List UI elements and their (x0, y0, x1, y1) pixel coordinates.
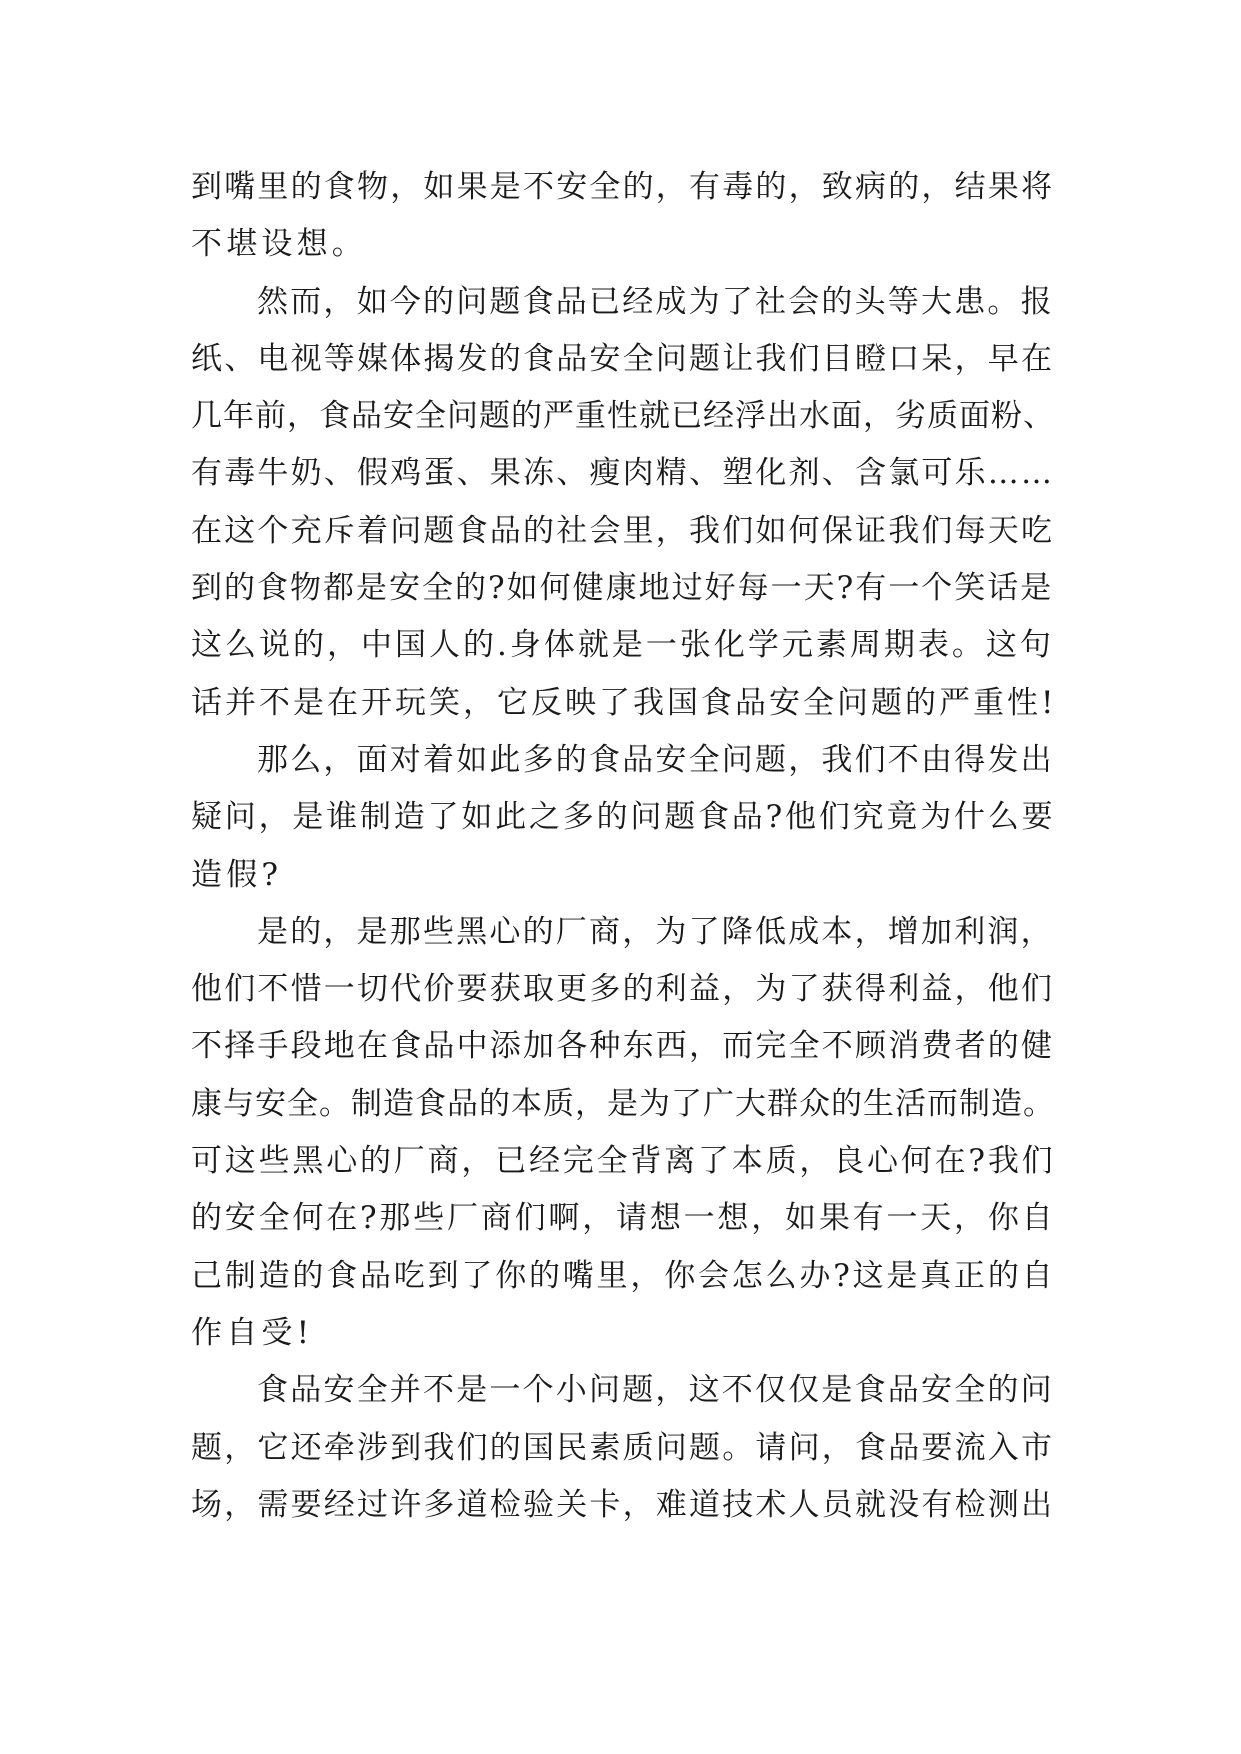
text-line: 的安全何在?那些厂商们啊，请想一想，如果有一天，你自 (191, 1200, 1056, 1237)
text-line: 不择手段地在食品中添加各种东西，而完全不顾消费者的健 (191, 1028, 1055, 1065)
paragraph-start-line: 那么，面对着如此多的食品安全问题，我们不由得发出 (257, 741, 1054, 778)
text-line: 到的食物都是安全的?如何健康地过好每一天?有一个笑话是 (191, 570, 1054, 607)
text-line: 造假? (191, 856, 283, 893)
text-line: 他们不惜一切代价要获取更多的利益，为了获得利益，他们 (191, 971, 1055, 1008)
text-line: 作自受! (191, 1314, 314, 1351)
text-line: 话并不是在开玩笑，它反映了我国食品安全问题的严重性! (191, 684, 1057, 721)
text-line: 这么说的，中国人的.身体就是一张化学元素周期表。这句 (191, 627, 1054, 664)
text-line: 疑问，是谁制造了如此之多的问题食品?他们究竟为什么要 (191, 799, 1056, 836)
text-line: 康与安全。制造食品的本质，是为了广大群众的生活而制造。 (191, 1085, 1055, 1122)
document-body (191, 159, 1057, 1534)
paragraph-start-line: 然而，如今的问题食品已经成为了社会的头等大患。报 (257, 283, 1054, 320)
text-line: 不堪设想。 (191, 226, 367, 263)
text-line: 己制造的食品吃到了你的嘴里，你会怎么办?这是真正的自 (191, 1257, 1056, 1294)
text-line: 可这些黑心的厂商，已经完全背离了本质，良心何在?我们 (191, 1143, 1056, 1180)
text-line: 有毒牛奶、假鸡蛋、果冻、瘦肉精、塑化剂、含氯可乐…… (191, 455, 1055, 492)
text-line: 题，它还牵涉到我们的国民素质问题。请问，食品要流入市 (191, 1429, 1055, 1466)
paragraph-start-line: 是的，是那些黑心的厂商，为了降低成本，增加利润， (257, 913, 1054, 950)
text-line: 几年前，食品安全问题的严重性就已经浮出水面，劣质面粉、 (191, 398, 1055, 435)
text-line: 在这个充斥着问题食品的社会里，我们如何保证我们每天吃 (191, 512, 1055, 549)
text-line: 纸、电视等媒体揭发的食品安全问题让我们目瞪口呆，早在 (191, 340, 1055, 377)
paragraph-start-line: 食品安全并不是一个小问题，这不仅仅是食品安全的问 (257, 1372, 1054, 1409)
text-line: 场，需要经过许多道检验关卡，难道技术人员就没有检测出 (191, 1486, 1055, 1523)
text-line: 到嘴里的食物，如果是不安全的，有毒的，致病的，结果将 (191, 169, 1055, 205)
